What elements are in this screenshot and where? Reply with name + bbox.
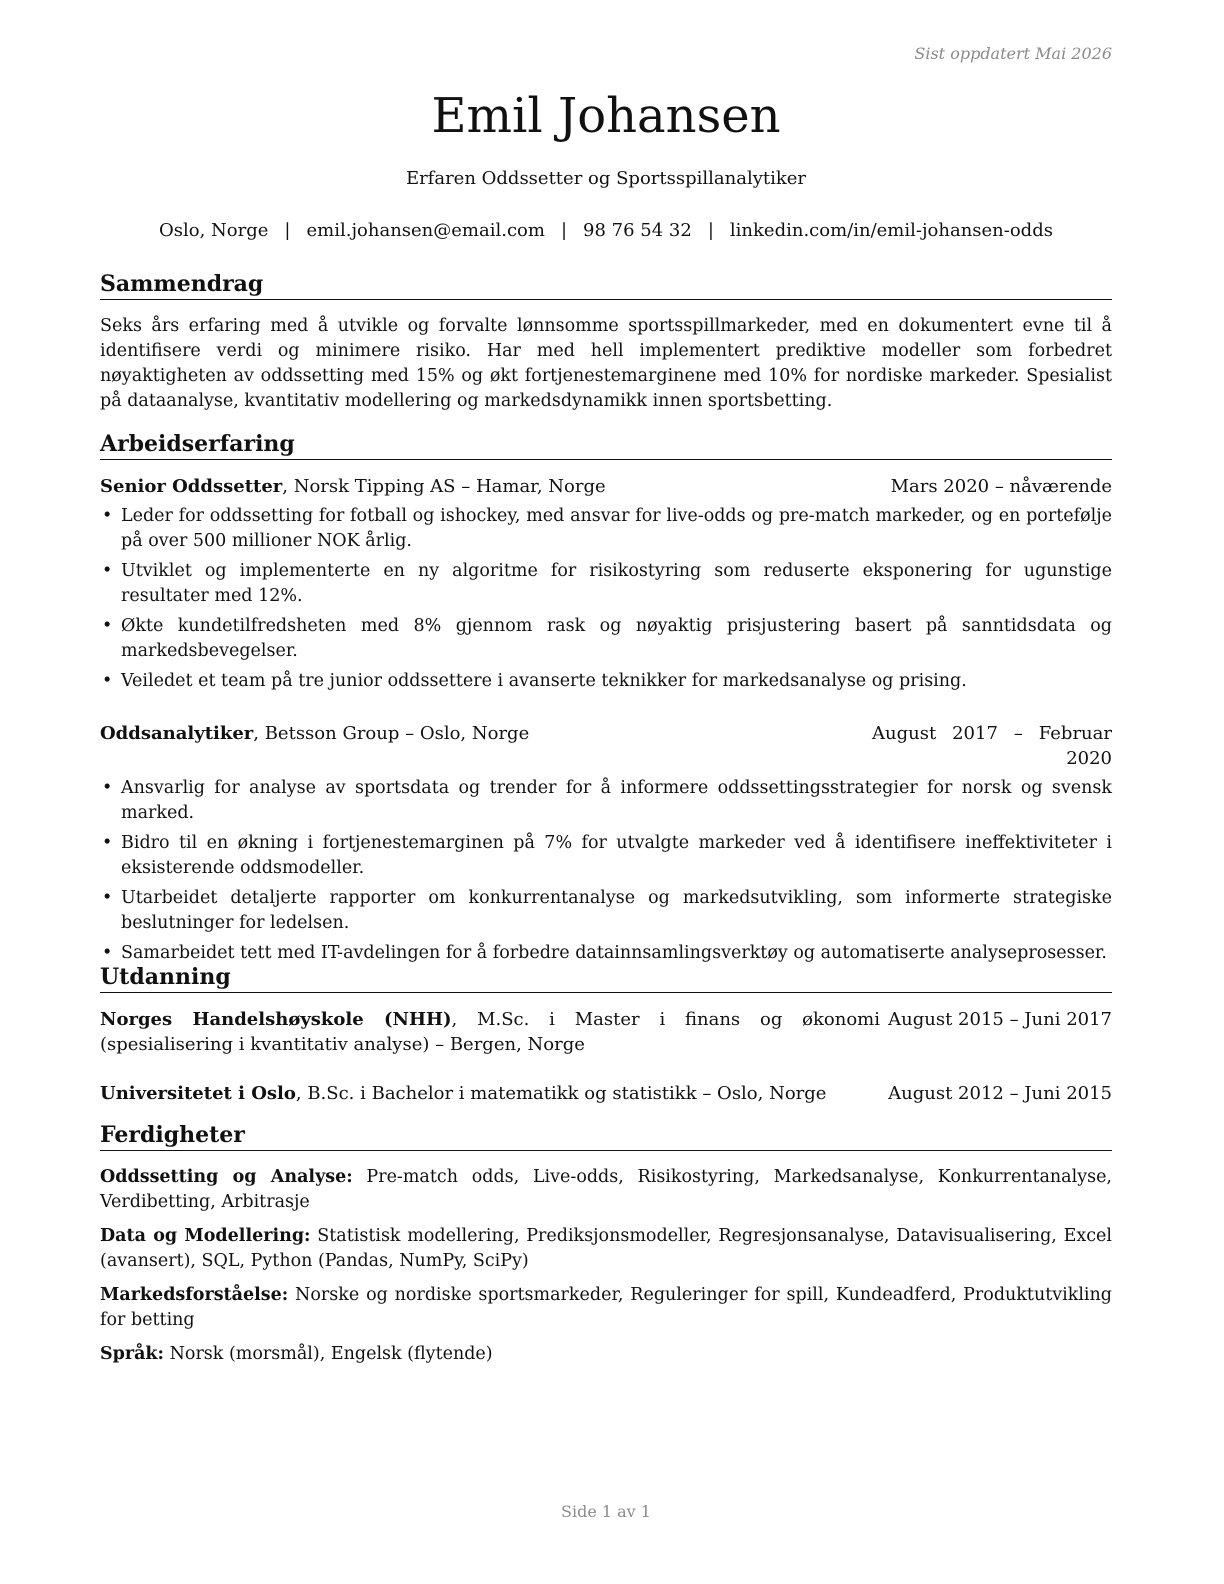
- list-item: • Utarbeidet detaljerte rapporter om konkurrentanalyse og markedsutvikling, som informerte strategiske beslutninger for ledelsen.: [102, 888, 1112, 933]
- section-heading-skills: Ferdigheter: [100, 1121, 1112, 1151]
- education-school: Norges Handelshøyskole (NHH): [100, 1009, 452, 1030]
- education-dates: August 2012 – Juni 2015: [888, 1083, 1112, 1104]
- skill-group-label: Data og Modellering:: [100, 1226, 311, 1246]
- bullet-icon: •: [102, 943, 113, 963]
- skill-group-label: Oddssetting og Analyse:: [100, 1167, 353, 1187]
- contact-location: Oslo, Norge: [159, 220, 269, 241]
- skill-group-text: Statistisk modellering, Prediksjonsmodeller, Regresjonsanalyse, Datavisualisering, Excel (avansert), SQL, Python (Pandas, NumPy, SciPy): [100, 1226, 1112, 1271]
- education-entry: [100, 1007, 1112, 1057]
- education-detail: , M.Sc. i Master i finans og økonomi (spesialisering i kvantitativ analyse) – Bergen, Norge: [100, 1009, 880, 1055]
- bullet-icon: •: [102, 888, 113, 908]
- list-item: • Økte kundetilfredsheten med 8% gjennom rask og nøyaktig prisjustering basert på sanntidsdata og markedsbevegelser.: [102, 616, 1112, 661]
- education-school-line: [100, 1007, 880, 1057]
- page-number: Side 1 av 1: [561, 1502, 651, 1521]
- list-item: • Samarbeidet tett med IT-avdelingen for å forbedre datainnsamlingsverktøy og automatiserte analyseprosesser.: [100, 941, 1112, 966]
- section-heading-summary: Sammendrag: [100, 270, 1112, 300]
- bullet-icon: •: [102, 833, 113, 853]
- skill-group: [100, 1283, 1112, 1333]
- summary-text: Seks års erfaring med å utvikle og forvalte lønnsomme sportsspillmarkeder, med en dokumentert evne til å identifisere verdi og minimere risiko. Har med hell implementert prediktive modeller som forbedret nøyaktigheten av oddssetting med 15% og økt fortjenestemarginene med 10% for nordiske markeder. Spesialist på dataanalyse, kvantitativ modellering og markedsdynamikk innen sportsbetting.: [100, 316, 1112, 411]
- bullet-icon: •: [102, 561, 113, 581]
- job-title-line: [100, 721, 529, 746]
- list-item: • Ansvarlig for analyse av sportsdata og trender for å informere oddssettingsstrategier for norsk og svensk marked.: [102, 778, 1112, 823]
- candidate-tagline: Erfaren Oddssetter og Sportsspillanalytiker: [405, 168, 807, 189]
- list-item: • Leder for oddssetting for fotball og ishockey, med ansvar for live-odds og pre-match markeder, og en portefølje på over 500 millioner NOK årlig.: [102, 506, 1112, 551]
- contact-line: [100, 218, 1112, 244]
- list-item: • Veiledet et team på tre junior oddssettere i avanserte teknikker for markedsanalyse og prising.: [100, 669, 1112, 694]
- contact-linkedin[interactable]: linkedin.com/in/emil-johansen-odds: [729, 220, 1053, 241]
- education-entry: [100, 1081, 1112, 1106]
- bullet-icon: •: [102, 671, 113, 691]
- bullet-icon: •: [102, 778, 113, 798]
- job-bullet-list: [100, 504, 1112, 699]
- education-dates: August 2015 – Juni 2017: [888, 1009, 1112, 1030]
- resume-page: [100, 0, 1112, 1584]
- contact-phone: 98 76 54 32: [583, 220, 692, 241]
- candidate-name: Emil Johansen: [431, 88, 781, 144]
- job-dates: Mars 2020 – nåværende: [890, 476, 1112, 497]
- skill-group: [100, 1165, 1112, 1215]
- education-detail: , B.Sc. i Bachelor i matematikk og statistikk – Oslo, Norge: [295, 1083, 827, 1104]
- list-item: • Bidro til en økning i fortjenestemarginen på 7% for utvalgte markeder ved å identifisere ineffektiviteter i eksisterende oddsmodeller.: [102, 833, 1112, 878]
- job-company: , Norsk Tipping AS – Hamar, Norge: [282, 476, 606, 497]
- contact-email[interactable]: emil.johansen@email.com: [306, 220, 545, 241]
- job-company: , Betsson Group – Oslo, Norge: [253, 723, 530, 744]
- contact-separator: |: [707, 220, 714, 241]
- education-school-line: [100, 1081, 880, 1106]
- job-title: Senior Oddssetter: [100, 476, 283, 497]
- job-header: [100, 721, 1112, 771]
- skill-group-label: Markedsforståelse:: [100, 1285, 289, 1305]
- last-updated-note: Sist oppdatert Mai 2026: [914, 44, 1112, 63]
- education-school: Universitetet i Oslo: [100, 1083, 296, 1104]
- section-heading-education: Utdanning: [100, 963, 1112, 993]
- job-dates: August 2017 – Februar 2020: [872, 723, 1112, 769]
- skill-group: [100, 1342, 1112, 1367]
- job-bullet-list: [100, 776, 1112, 971]
- skill-group-label: Språk:: [100, 1344, 165, 1364]
- skill-group-text: Pre-match odds, Live-odds, Risikostyring, Markedsanalyse, Konkurrentanalyse, Verdibetting, Arbitrasje: [100, 1167, 1112, 1212]
- bullet-icon: •: [102, 506, 113, 526]
- job-header: [100, 474, 1112, 499]
- job-title: Oddsanalytiker: [100, 723, 254, 744]
- skill-group-text: Norske og nordiske sportsmarkeder, Reguleringer for spill, Kundeadferd, Produktutvikling for betting: [100, 1285, 1112, 1330]
- job-title-line: [100, 474, 606, 499]
- bullet-icon: •: [102, 616, 113, 636]
- section-heading-experience: Arbeidserfaring: [100, 430, 1112, 460]
- skill-group-text: Norsk (morsmål), Engelsk (flytende): [164, 1344, 493, 1364]
- contact-separator: |: [284, 220, 291, 241]
- skill-group: [100, 1224, 1112, 1274]
- list-item: • Utviklet og implementerte en ny algoritme for risikostyring som reduserte eksponering for ugunstige resultater med 12%.: [102, 561, 1112, 606]
- contact-separator: |: [560, 220, 568, 241]
